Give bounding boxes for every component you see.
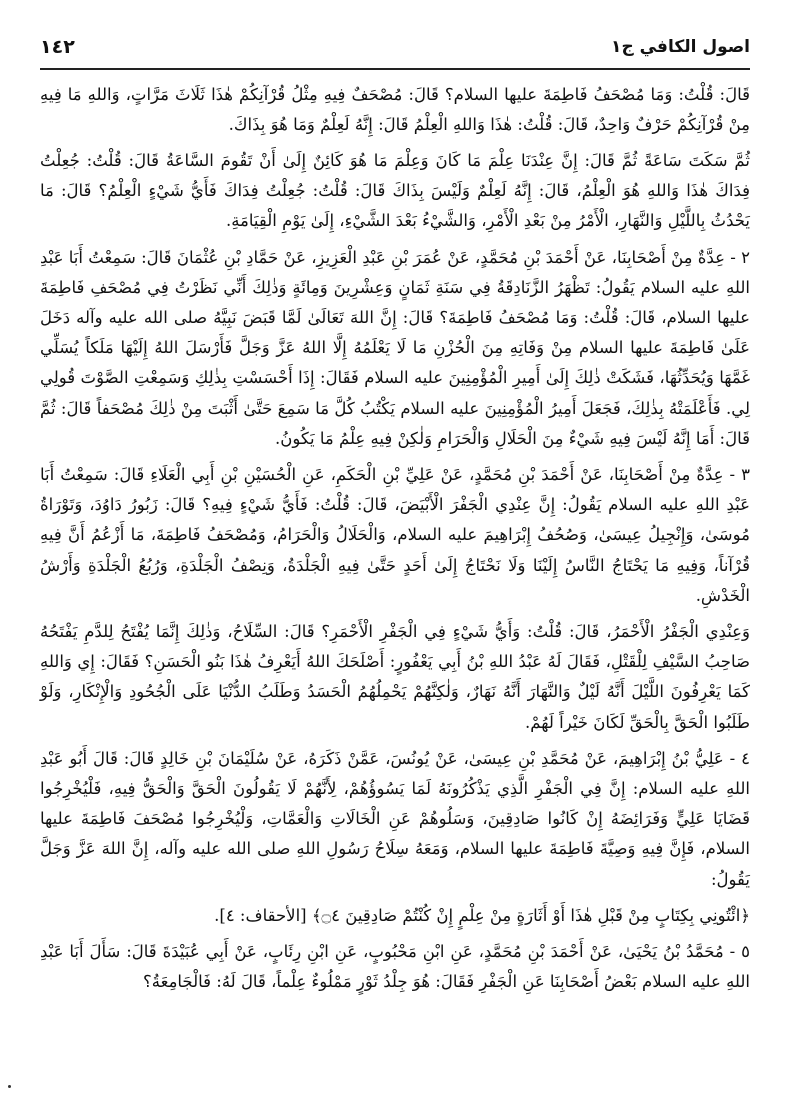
- paragraph-1: قَالَ: قُلْتُ: وَمَا مُصْحَفُ فَاطِمَةَ عليها السلام؟ قَالَ: مُصْحَفٌ فِيهِ مِثْلُ قُرْآنِكُمْ هٰذَا ثَلَاثَ مَرَّاتٍ، وَاللهِ مَا فِيهِ مِنْ قُرْآنِكُمْ حَرْفٌ وَاحِدٌ، قَالَ: قُلْتُ: هٰذَا وَاللهِ الْعِلْمُ قَالَ: إِنَّهُ لَعِلْمٌ وَمَا هُوَ بِذَاكَ.: [40, 84, 750, 134]
- margin-mark: [8, 1085, 11, 1088]
- header-divider: [40, 68, 750, 70]
- quran-verse: ﴿ائْتُونِي بِكِتَابٍ مِنْ قَبْلِ هٰذَا أَوْ أَثَارَةٍ مِنْ عِلْمٍ إِنْ كُنْتُمْ صَادِقِينَ ۝٤﴾ [الأحقاف: ٤].: [214, 905, 750, 925]
- paragraph-2: ثُمَّ سَكَتَ سَاعَةً ثُمَّ قَالَ: إِنَّ عِنْدَنَا عِلْمَ مَا كَانَ وَعِلْمَ مَا هُوَ كَائِنٌ إِلَىٰ أَنْ تَقُومَ السَّاعَةُ قَالَ: قُلْتُ: جُعِلْتُ فِدَاكَ هٰذَا وَاللهِ هُوَ الْعِلْمُ، قَالَ: إِنَّهُ لَعِلْمٌ وَلَيْسَ بِذَاكَ قَالَ: قُلْتُ: جُعِلْتُ فِدَاكَ فَأَيُّ شَيْءٍ الْعِلْمُ؟ قَالَ: مَا يَحْدُثُ بِاللَّيْلِ وَالنَّهَارِ، الْأَمْرُ مِنْ بَعْدِ الْأَمْرِ، وَالشَّيْءُ بَعْدَ الشَّيْءِ، إِلَىٰ يَوْمِ الْقِيَامَةِ.: [40, 150, 750, 231]
- page-body: [40, 80, 750, 998]
- hadith-3-continued: وَعِنْدِي الْجَفْرُ الْأَحْمَرُ، قَالَ: قُلْتُ: وَأَيُّ شَيْءٍ فِي الْجَفْرِ الْأَحْمَرِ؟ قَالَ: السِّلَاحُ، وَذٰلِكَ إِنَّمَا يُفْتَحُ لِلدَّمِ يَفْتَحُهُ صَاحِبُ السَّيْفِ لِلْقَتْلِ، فَقَالَ لَهُ عَبْدُ اللهِ بْنُ أَبِي يَعْفُورٍ: أَصْلَحَكَ اللهُ أَيَعْرِفُ هٰذَا بَنُو الْحَسَنِ؟ فَقَالَ: إِي وَاللهِ كَمَا يَعْرِفُونَ اللَّيْلَ أَنَّهُ لَيْلٌ وَالنَّهَارَ أَنَّهُ نَهَارٌ، وَلٰكِنَّهُمْ يَحْمِلُهُمُ الْحَسَدُ وَطَلَبُ الدُّنْيَا عَلَى الْجُحُودِ وَالْإِنْكَارِ، وَلَوْ طَلَبُوا الْحَقَّ بِالْحَقِّ لَكَانَ خَيْراً لَهُمْ.: [40, 621, 750, 732]
- book-title: اصول الكافي ج۱: [611, 37, 750, 57]
- hadith-5: ٥ - مُحَمَّدُ بْنُ يَحْيَىٰ، عَنْ أَحْمَدَ بْنِ مُحَمَّدٍ، عَنِ ابْنِ مَحْبُوبٍ، عَنِ ابْنِ رِئَابٍ، عَنْ أَبِي عُبَيْدَةَ قَالَ: سَأَلَ أَبَا عَبْدِ اللهِ عليه السلام بَعْضُ أَصْحَابِنَا عَنِ الْجَفْرِ فَقَالَ: هُوَ جِلْدُ ثَوْرٍ مَمْلُوءٌ عِلْماً، قَالَ لَهُ: فَالْجَامِعَةُ؟: [40, 941, 750, 992]
- book-page: [40, 28, 750, 1098]
- hadith-2: ٢ - عِدَّةٌ مِنْ أَصْحَابِنَا، عَنْ أَحْمَدَ بْنِ مُحَمَّدٍ، عَنْ عُمَرَ بْنِ عَبْدِ الْعَزِيزِ، عَنْ حَمَّادِ بْنِ عُثْمَانَ قَالَ: سَمِعْتُ أَبَا عَبْدِ اللهِ عليه السلام يَقُولُ: تَظْهَرُ الزَّنَادِقَةُ فِي سَنَةِ ثَمَانٍ وَعِشْرِينَ وَمِائَةٍ وَذٰلِكَ أَنِّي نَظَرْتُ فِي مُصْحَفِ فَاطِمَةَ عليها السلام، قَالَ: قُلْتُ: وَمَا مُصْحَفُ فَاطِمَةَ؟ قَالَ: إِنَّ اللهَ تَعَالَىٰ لَمَّا قَبَضَ نَبِيَّهُ صلى الله عليه وآله دَخَلَ عَلَىٰ فَاطِمَةَ عليها السلام مِنْ وَفَاتِهِ مِنَ الْحُزْنِ مَا لَا يَعْلَمُهُ إِلَّا اللهُ عَزَّ وَجَلَّ فَأَرْسَلَ اللهُ إِلَيْهَا مَلَكاً يُسَلِّي غَمَّهَا وَيُحَدِّثُهَا، فَشَكَتْ ذٰلِكَ إِلَىٰ أَمِيرِ الْمُؤْمِنِينَ عليه السلام فَقَالَ: إِذَا أَحْسَسْتِ بِذٰلِكِ وَسَمِعْتِ الصَّوْتَ قُولِي لِي. فَأَعْلَمَتْهُ بِذٰلِكَ، فَجَعَلَ أَمِيرُ الْمُؤْمِنِينَ عليه السلام يَكْتُبُ كُلَّ مَا سَمِعَ حَتَّىٰ أَثْبَتَ مِنْ ذٰلِكَ مُصْحَفاً قَالَ: ثُمَّ قَالَ: أَمَا إِنَّهُ لَيْسَ فِيهِ شَيْءٌ مِنَ الْحَلَالِ وَالْحَرَامِ وَلٰكِنْ فِيهِ عِلْمُ مَا يَكُونُ.: [40, 247, 750, 448]
- page-header: [40, 28, 750, 66]
- hadith-4: ٤ - عَلِيُّ بْنُ إِبْرَاهِيمَ، عَنْ مُحَمَّدِ بْنِ عِيسَىٰ، عَنْ يُونُسَ، عَمَّنْ ذَكَرَهُ، عَنْ سُلَيْمَانَ بْنِ خَالِدٍ قَالَ: قَالَ أَبُو عَبْدِ اللهِ عليه السلام: إِنَّ فِي الْجَفْرِ الَّذِي يَذْكُرُونَهُ لَمَا يَسُوؤُهُمْ، لِأَنَّهُمْ لَا يَقُولُونَ الْحَقَّ وَالْحَقُّ فِيهِ، فَلْيُخْرِجُوا قَضَايَا عَلِيٍّ وَفَرَائِضَهُ إِنْ كَانُوا صَادِقِينَ، وَسَلُوهُمْ عَنِ الْخَالَاتِ وَالْعَمَّاتِ، وَلْيُخْرِجُوا مُصْحَفَ فَاطِمَةَ عليها السلام، فَإِنَّ فِيهِ وَصِيَّةَ فَاطِمَةَ عليها السلام، وَمَعَهُ سِلَاحُ رَسُولِ اللهِ صلى الله عليه وآله، إِنَّ اللهَ عَزَّ وَجَلَّ يَقُولُ:: [40, 748, 750, 889]
- hadith-3: ٣ - عِدَّةٌ مِنْ أَصْحَابِنَا، عَنْ أَحْمَدَ بْنِ مُحَمَّدٍ، عَنْ عَلِيِّ بْنِ الْحَكَمِ، عَنِ الْحُسَيْنِ بْنِ أَبِي الْعَلَاءِ قَالَ: سَمِعْتُ أَبَا عَبْدِ اللهِ عليه السلام يَقُولُ: إِنَّ عِنْدِي الْجَفْرَ الْأَبْيَضَ، قَالَ: قُلْتُ: فَأَيُّ شَيْءٍ فِيهِ؟ قَالَ: زَبُورُ دَاوُدَ، وَتَوْرَاةُ مُوسَىٰ، وَإِنْجِيلُ عِيسَىٰ، وَصُحُفُ إِبْرَاهِيمَ عليه السلام، وَالْحَلَالُ وَالْحَرَامُ، وَمُصْحَفُ فَاطِمَةَ، مَا أَزْعُمُ أَنَّ فِيهِ قُرْآناً، وَفِيهِ مَا يَحْتَاجُ النَّاسُ إِلَيْنَا وَلَا نَحْتَاجُ إِلَىٰ أَحَدٍ حَتَّىٰ فِيهِ الْجَلْدَةُ، وَنِصْفُ الْجَلْدَةِ، وَرُبُعُ الْجَلْدَةِ وَأَرْشُ الْخَدْشِ.: [40, 464, 750, 605]
- page-number: ۱٤۲: [40, 36, 75, 58]
